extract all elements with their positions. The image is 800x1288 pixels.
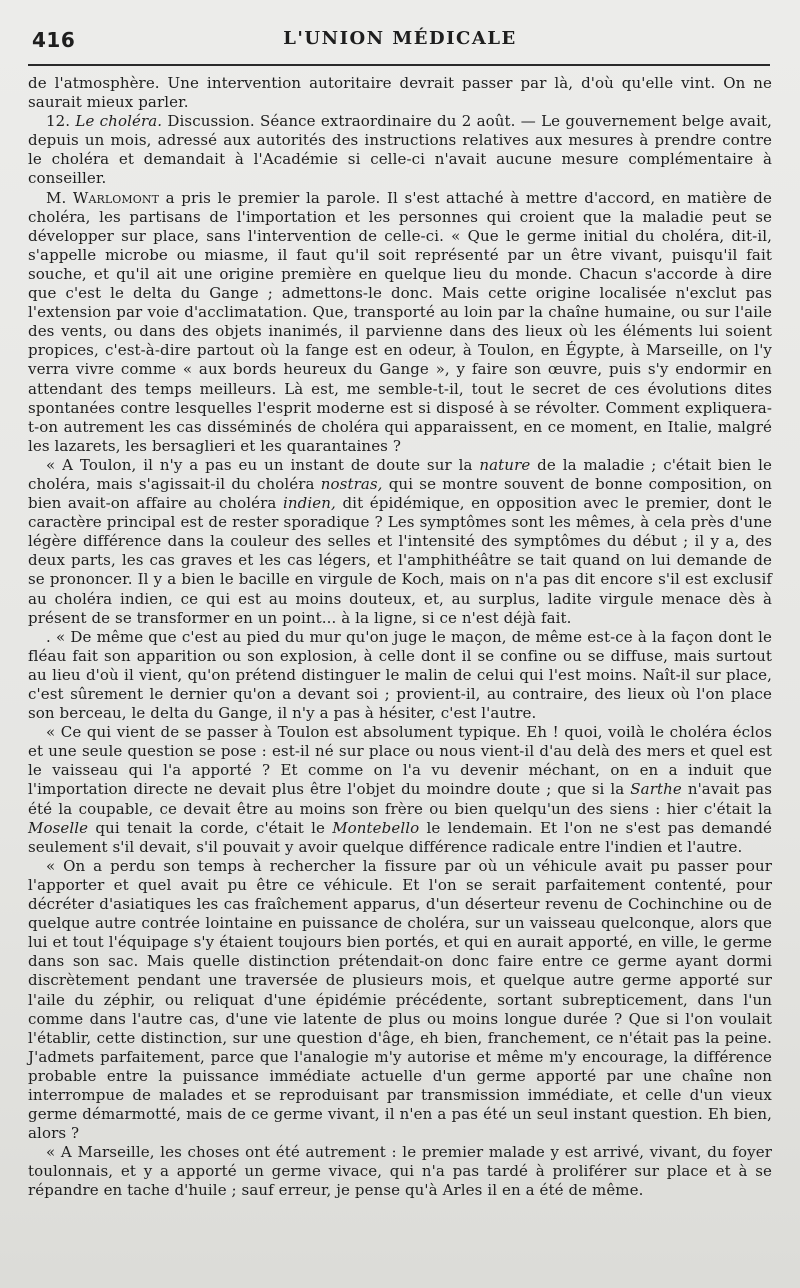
italic-text: Moselle [28, 818, 89, 837]
text-run: a pris le premier la parole. Il s'est attaché à mettre d'accord, en matière de choléra, les partisans de l'importation et les personnes qui croient que la maladie peut se développer sur place, sans l'intervention de celle-ci. « Que le germe initial du choléra, dit-il, s'appelle microbe ou miasme, il faut qu'il soit représenté par un être vivant, puisqu'il fait souche, et qu'il ait une origine première en quelque lieu du monde. Chacun s'accorde à dire que c'est le delta du Gange ; admettons-le donc. Mais cette origine localisée n'exclut pas l'extension par voie d'acclimatation. Que, transporté au loin par la chaîne humaine, ou sur l'aile des vents, ou dans des objets inanimés, il parvienne dans des lieux où les éléments lui soient propices, c'est-à-dire partout où la fange est en odeur, à Toulon, en Égypte, à Marseille, on l'y verra vivre comme « aux bords heureux du Gange », y faire son œuvre, puis s'y endormir en attendant des temps meilleurs. Là est, me semble-t-il, tout le secret de ces évolutions dites spontanées contre lesquelles l'esprit moderne est si disposé à se révolter. Comment expliquera-t-on autrement les cas disséminés de choléra qui apparaissent, en ce moment, en Italie, malgré les lazarets, les bersaglieri et les quarantaines ? [28, 188, 772, 455]
text-run: « Ce qui vient de se passer à Toulon est absolument typique. Eh ! quoi, voilà le choléra éclos et une seule question se pose : est-il né sur place ou nous vient-il d'au delà des mers et quel est le vaisseau qui l'a apporté ? Et comme on l'a vu devenir méchant, on en a induit que l'importation directe ne devait plus être l'objet du moindre doute ; que si la [28, 723, 772, 799]
small-caps-name: Warlomont [72, 188, 160, 207]
text-run: de la maladie ; c'était bien le choléra, mais s'agissait-il du choléra [28, 455, 772, 493]
paragraph [28, 723, 772, 857]
paragraph [28, 628, 772, 723]
paragraph [28, 456, 772, 628]
text-run: « On a perdu son temps à rechercher la fissure par où un véhicule avait pu passer pour l'apporter et quel avait pu être ce véhicule. Et l'on se serait parfaitement contenté, pour décréter d'asiatiques les cas fraîchement apparus, d'un déserteur revenu de Cochinchine ou de quelque autre contrée lointaine en puissance de choléra, sur un vaisseau quelconque, alors que lui et tout l'équipage s'y étaient toujours bien portés, et qui en aurait apporté, en ville, le germe dans son sac. Mais quelle distinction prétendait-on donc faire entre ce germe ayant dormi discrètement pendant une traversée de plusieurs mois, et quelque autre germe apporté sur l'aile du zéphir, ou reliquat d'une épidémie précédente, sortant subrepticement, dans l'un comme dans l'autre cas, d'une vie latente de plus ou moins longue durée ? Que si l'on voulait l'établir, cette distinction, sur une question d'âge, eh bien, franchement, ce n'était pas la peine. J'admets parfaitement, parce que l'analogie m'y autorise et même m'y encourage, la différence probable entre la puissance immédiate actuelle d'un germe apporté par une chaîne non interrompue de malades et se reproduisant par transmission immédiate, et celle d'un vieux germe démarmotté, mais de ce germe vivant, il n'en a pas été un seul instant question. Eh bien, alors ? [28, 856, 772, 1143]
page-number: 416 [32, 28, 76, 52]
article-body [28, 74, 772, 1201]
italic-text: Sarthe [630, 780, 682, 799]
text-run: de l'atmosphère. Une intervention autoritaire devrait passer par là, d'où qu'elle vint. On ne saurait mieux parler. [28, 74, 772, 112]
text-run: . « De même que c'est au pied du mur qu'on juge le maçon, de même est-ce à la façon dont le fléau fait son apparition ou son explosion, à celle dont il se confine ou se diffuse, mais surtout au lieu d'où il vient, qu'on prétend distinguer le malin de celui qui l'est moins. Naît-il sur place, c'est sûrement le dernier qu'on a devant soi ; provient-il, au contraire, des lieux où l'on place son berceau, le delta du Gange, il n'y a pas à hésiter, c'est l'autre. [28, 627, 772, 723]
paragraph [28, 857, 772, 1143]
italic-text: Le choléra. [75, 112, 163, 131]
text-run: qui tenait la corde, c'était le [88, 818, 333, 837]
italic-text: Montebello [332, 818, 420, 837]
text-run: M. [46, 188, 73, 207]
text-run: le lendemain. Et l'on ne s'est pas demandé seulement s'il devait, s'il pouvait y avoir quelque différence radicale entre l'indien et l'autre. [28, 818, 773, 856]
text-run: 12. [46, 112, 76, 131]
italic-text: indien, [283, 494, 336, 513]
text-run: Discussion. Séance extraordinaire du 2 août. — Le gouvernement belge avait, depuis un mois, adressé aux autorités des instructions relatives aux mesures à prendre contre le choléra et demandait à l'Académie si celle-ci n'avait aucune mesure complémentaire à conseiller. [28, 112, 772, 188]
running-title: L'UNION MÉDICALE [283, 28, 517, 49]
paragraph [28, 74, 772, 112]
text-run: « A Toulon, il n'y a pas eu un instant de doute sur la [46, 455, 480, 474]
paragraph [28, 112, 772, 188]
text-run: qui se montre souvent de bonne composition, on bien avait-on affaire au choléra [28, 474, 773, 513]
text-run: « A Marseille, les choses ont été autrement : le premier malade y est arrivé, vivant, du foyer toulonnais, et y a apporté un germe vivace, qui n'a pas tardé à proliférer sur place et à se répandre en tache d'huile ; sauf erreur, je pense qu'à Arles il en a été de même. [28, 1143, 772, 1200]
paragraph [28, 1143, 772, 1200]
italic-text: nostras, [320, 474, 383, 493]
header-rule [28, 64, 770, 66]
text-run: dit épidémique, en opposition avec le premier, dont le caractère principal est de rester sporadique ? Les symptômes sont les mêmes, à cela près d'une légère différence dans la couleur des selles et l'intensité des symptômes du début ; il y a, des deux parts, les cas graves et les cas légers, et l'amphithéâtre se tait quand on lui demande de se prononcer. Il y a bien le bacille en virgule de Koch, mais on n'a pas dit encore s'il est exclusif au choléra indien, ce qui est au moins douteux, et, au surplus, ladite virgule menace dès à présent de se transformer en un point... à la ligne, si ce n'est déjà fait. [28, 494, 772, 627]
page-header [28, 22, 772, 58]
paragraph [28, 189, 772, 456]
italic-text: nature [479, 455, 531, 474]
text-run: n'avait pas été la coupable, ce devait être au moins son frère ou bien quelqu'un des siens : hier c'était la [28, 780, 772, 818]
